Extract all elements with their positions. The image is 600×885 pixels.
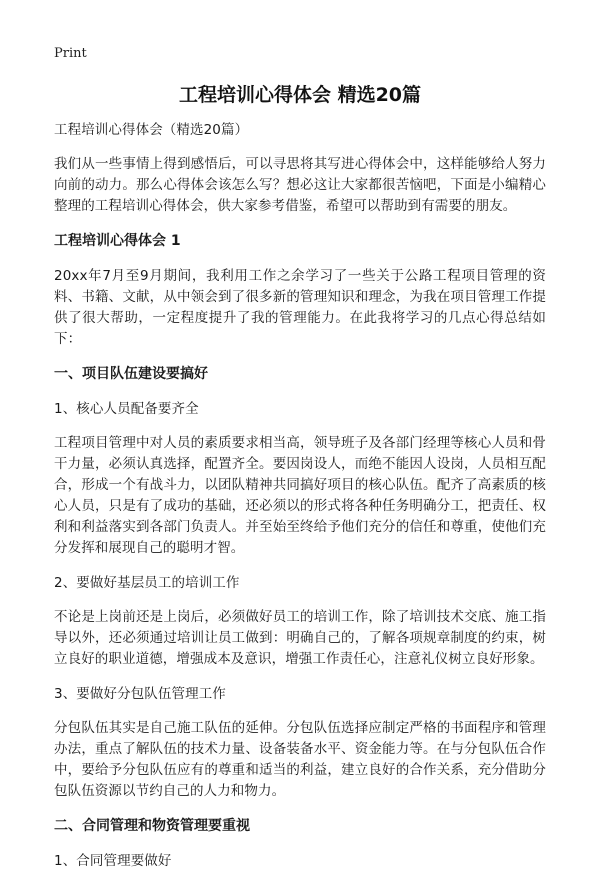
section-heading-contracts: 二、合同管理和物资管理要重视 <box>54 818 250 834</box>
item-body-subcontractor: 分包队伍其实是自己施工队伍的延伸。分包队伍选择应制定严格的书面程序和管理办法，重点了解队伍的技术力量、设备装备水平、资金能力等。在与分包队伍合作中，要给予分包队伍应有的尊重和适当的利益，建立良好的合作关系，充分借助分包队伍资源以节约自己的人力和物力。 <box>54 720 546 799</box>
intro-paragraph: 我们从一些事情上得到感悟后，可以寻思将其写进心得体会中，这样能够给人努力向前的动力。那么心得体会该怎么写？想必这让大家都很苦恼吧，下面是小编精心整理的工程培训心得体会，供大家参考借鉴，希望可以帮助到有需要的朋友。 <box>54 156 546 214</box>
item-body-training: 不论是上岗前还是上岗后，必须做好员工的培训工作，除了培训技术交底、施工指导以外，还必须通过培训让员工做到：明确自己的，了解各项规章制度的约束，树立良好的职业道德，增强成本及意识，增强工作责任心，注意礼仪树立良好形象。 <box>54 609 546 667</box>
section-heading-team: 一、项目队伍建设要搞好 <box>54 366 208 382</box>
item-body-core-staff: 工程项目管理中对人员的素质要求相当高，领导班子及各部门经理等核心人员和骨干力量，必须认真选择，配置齐全。要因岗设人，而绝不能因人设岗，人员相互配合，形成一个有战斗力，以团队精神共同搞好项目的核心队伍。配齐了高素质的核心人员，只是有了成功的基础，还必须以的形式将各种任务明确分工，把责任、权利和利益落实到各部门负责人。并至始至终给予他们充分的信任和尊重，使他们充分发挥和展现自己的聪明才智。 <box>54 435 546 556</box>
essay-heading: 工程培训心得体会 1 <box>54 233 181 249</box>
item-title-subcontractor: 3、要做好分包队伍管理工作 <box>54 686 226 702</box>
document-subtitle: 工程培训心得体会（精选20篇） <box>54 122 249 138</box>
essay-intro-paragraph: 20xx年7月至9月期间，我利用工作之余学习了一些关于公路工程项目管理的资料、书籍、文献，从中领会到了很多新的管理知识和理念，为我在项目管理工作提供了很大帮助，一定程度提升了我的管理能力。在此我将学习的几点心得总结如下： <box>54 268 546 347</box>
page-title: 工程培训心得体会 精选20篇 <box>178 84 422 106</box>
document-body <box>54 120 546 885</box>
item-title-core-staff: 1、核心人员配备要齐全 <box>54 401 199 417</box>
item-title-contract-management: 1、合同管理要做好 <box>54 853 172 869</box>
print-link[interactable]: Print <box>54 46 87 61</box>
item-title-training: 2、要做好基层员工的培训工作 <box>54 575 240 591</box>
